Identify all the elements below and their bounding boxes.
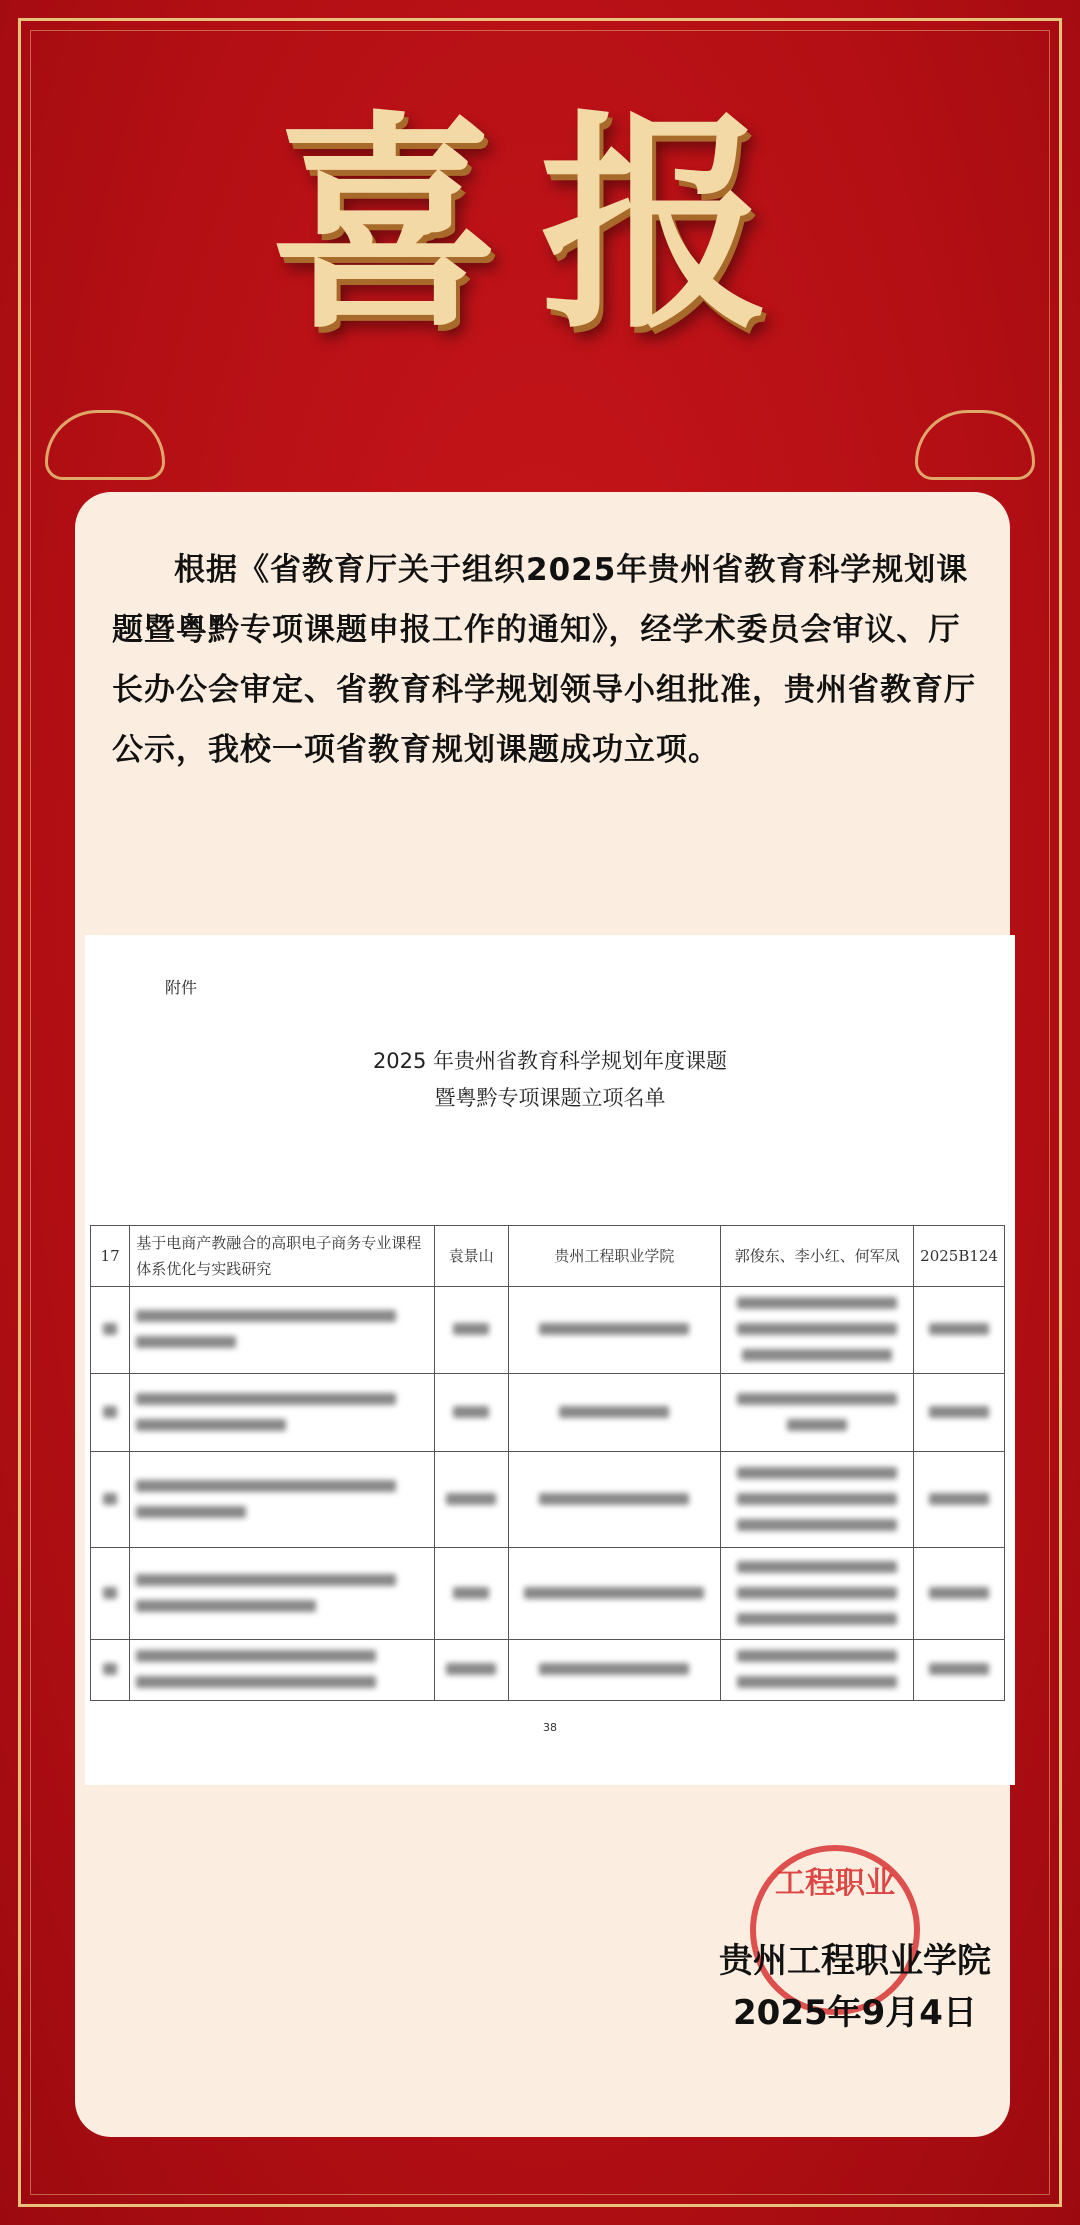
signature-org: 贵州工程职业学院 — [719, 1941, 991, 1981]
table-row-blurred — [91, 1548, 1005, 1640]
project-table — [90, 1225, 1005, 1701]
cell-leader: 袁景山 — [434, 1226, 508, 1287]
table-row-blurred — [91, 1640, 1005, 1701]
signature-date: 2025年9月4日 — [733, 1993, 977, 2033]
cell-code: 2025B124 — [914, 1226, 1005, 1287]
table-row-blurred — [91, 1287, 1005, 1374]
poster-title: 喜报 — [270, 90, 810, 360]
signature-block — [690, 1935, 1020, 2039]
official-seal-text: 工程职业 — [775, 1866, 895, 1901]
document-title — [85, 1043, 1015, 1117]
cell-members: 郭俊东、李小红、何军凤 — [721, 1226, 914, 1287]
table-row-blurred — [91, 1374, 1005, 1452]
attachment-label: 附件 — [165, 978, 198, 997]
intro-paragraph: 根据《省教育厅关于组织2025年贵州省教育科学规划课题暨粤黔专项课题申报工作的通知》，经学术委员会审议、厅长办公会审定、省教育科学规划领导小组批准，贵州省教育厅公示，我校一项省教育规划课题成功立项。 — [112, 552, 976, 768]
page-number: 38 — [543, 1721, 557, 1734]
cell-topic: 基于电商产教融合的高职电子商务专业课程体系优化与实践研究 — [130, 1226, 435, 1287]
document-image — [85, 935, 1015, 1785]
document-title-line2: 暨粤黔专项课题立项名单 — [434, 1086, 666, 1110]
cell-institution: 贵州工程职业学院 — [508, 1226, 721, 1287]
table-row — [91, 1226, 1005, 1287]
cell-no: 17 — [91, 1226, 130, 1287]
document-title-line1: 2025 年贵州省教育科学规划年度课题 — [372, 1049, 728, 1073]
table-row-blurred — [91, 1452, 1005, 1548]
